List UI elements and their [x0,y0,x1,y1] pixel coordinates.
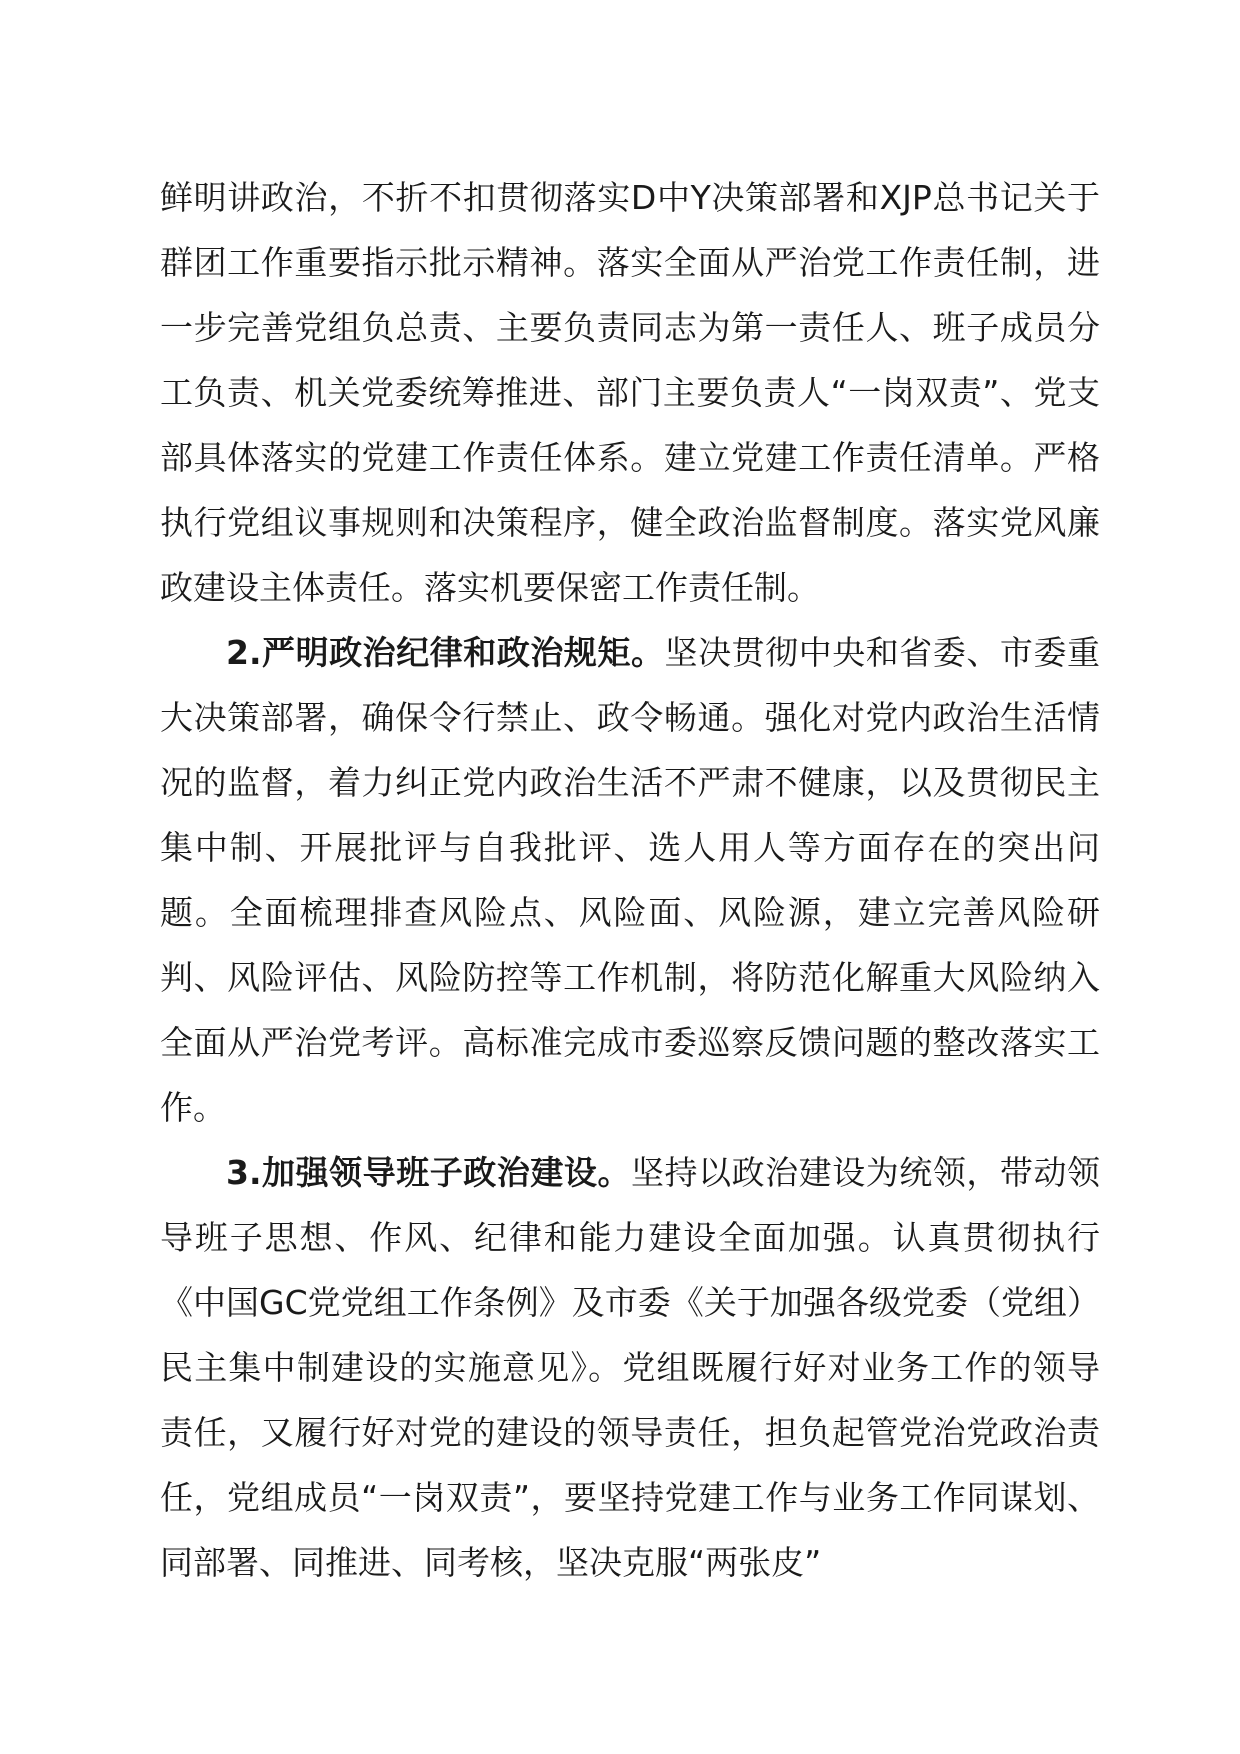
paragraph-1 [160,165,1100,620]
paragraph-1-body: 鲜明讲政治，不折不扣贯彻落实D中Y决策部署和XJP总书记关于群团工作重要指示批示精神。落实全面从严治党工作责任制，进一步完善党组负总责、主要负责同志为第一责任人、班子成员分工负责、机关党委统筹推进、部门主要负责人“一岗双责”、党支部具体落实的党建工作责任体系。建立党建工作责任清单。严格执行党组议事规则和决策程序，健全政治监督制度。落实党风廉政建设主体责任。落实机要保密工作责任制。 [160,178,1100,607]
paragraph-3-heading: 3.加强领导班子政治建设。 [226,1153,631,1192]
paragraph-3-body: 坚持以政治建设为统领，带动领导班子思想、作风、纪律和能力建设全面加强。认真贯彻执行《中国GC党党组工作条例》及市委《关于加强各级党委（党组）民主集中制建设的实施意见》。党组既履行好对业务工作的领导责任，又履行好对党的建设的领导责任，担负起管党治党政治责任，党组成员“一岗双责”，要坚持党建工作与业务工作同谋划、同部署、同推进、同考核，坚决克服“两张皮” [160,1153,1101,1582]
paragraph-2-body: 坚决贯彻中央和省委、市委重大决策部署，确保令行禁止、政令畅通。强化对党内政治生活情况的监督，着力纠正党内政治生活不严肃不健康，以及贯彻民主集中制、开展批评与自我批评、选人用人等方面存在的突出问题。全面梳理排查风险点、风险面、风险源，建立完善风险研判、风险评估、风险防控等工作机制，将防范化解重大风险纳入全面从严治党考评。高标准完成市委巡察反馈问题的整改落实工作。 [160,633,1101,1127]
paragraph-3 [160,1140,1100,1595]
paragraph-2-heading: 2.严明政治纪律和政治规矩。 [226,633,665,672]
paragraph-2 [160,620,1100,1140]
document-page [160,165,1100,1595]
